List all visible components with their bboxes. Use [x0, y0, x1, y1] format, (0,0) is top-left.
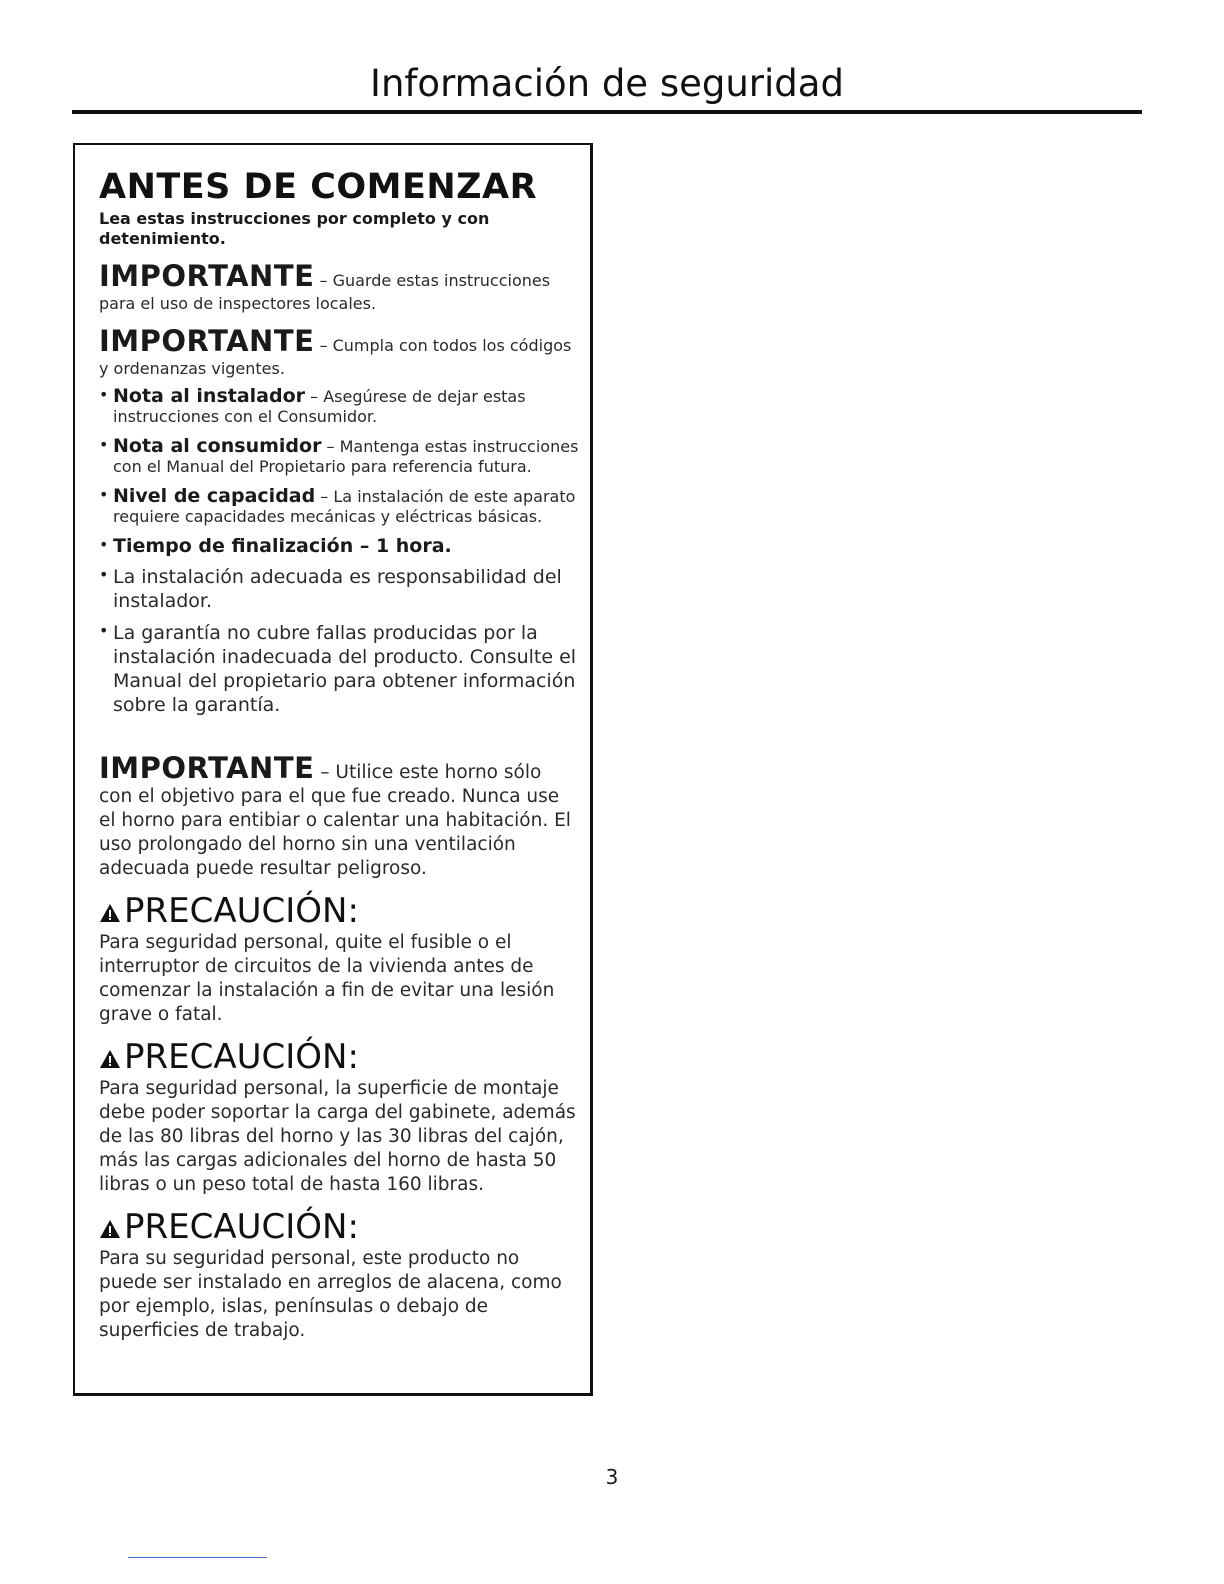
bullet-label: Nivel de capacidad — [113, 485, 316, 507]
caution-block-1 — [99, 891, 579, 1027]
bullet-text: – Mantenga estas instrucciones con el Manual del Propietario para referencia futura. — [113, 437, 579, 476]
list-item: • Nota al consumidor – Mantenga estas instrucciones con el Manual del Propietario para referencia futura. — [99, 435, 579, 476]
important-note-1 — [99, 259, 579, 314]
list-item: • Nota al instalador – Asegúrese de dejar estas instrucciones con el Consumidor. — [99, 385, 526, 426]
caution-block-2 — [99, 1037, 579, 1197]
title-divider — [72, 110, 1142, 114]
caution-heading: PRECAUCIÓN: — [124, 1037, 359, 1077]
bullet-text: – Asegúrese de dejar estas instrucciones con el Consumidor. — [113, 387, 526, 426]
caution-text: Para su seguridad personal, este producto no puede ser instalado en arreglos de alacena, como por ejemplo, islas, penínsulas o debajo de superficies de trabajo. — [99, 1248, 562, 1341]
warning-triangle-icon — [99, 1049, 121, 1069]
caution-heading: PRECAUCIÓN: — [124, 1207, 359, 1247]
section-heading: ANTES DE COMENZAR — [99, 167, 538, 207]
safety-info-content — [99, 167, 579, 1343]
important-text: – Cumpla con todos los códigos y ordenanzas vigentes. — [99, 336, 572, 378]
page-title: Información de seguridad — [370, 62, 844, 105]
footer-link[interactable] — [128, 1557, 267, 1558]
instructions-list — [99, 385, 579, 717]
important-text: – Utilice este horno sólo con el objetivo para el que fue creado. Nunca use el horno para entibiar o calentar una habitación. El uso prolongado del horno sin una ventilación adecuada puede resultar peligroso. — [99, 762, 571, 879]
important-text: – Guarde estas instrucciones para el uso de inspectores locales. — [99, 271, 551, 313]
caution-text: Para seguridad personal, quite el fusible o el interruptor de circuitos de la vivienda antes de comenzar la instalación a fin de evitar una lesión grave o fatal. — [99, 932, 555, 1025]
bullet-label: Nota al instalador — [113, 385, 306, 407]
bullet-text: La instalación adecuada es responsabilidad del instalador. — [113, 566, 562, 612]
important-note-3 — [99, 751, 579, 881]
caution-heading: PRECAUCIÓN: — [124, 891, 359, 931]
important-label: IMPORTANTE — [99, 324, 315, 358]
bullet-label: Nota al consumidor — [113, 435, 322, 457]
section-intro: Lea estas instrucciones por completo y con detenimiento. — [99, 209, 490, 248]
list-item: • La instalación adecuada es responsabilidad del instalador. — [99, 565, 562, 612]
warning-triangle-icon — [99, 903, 121, 923]
important-label: IMPORTANTE — [99, 751, 315, 785]
list-item: • Tiempo de finalización – 1 hora. — [99, 535, 452, 557]
important-note-2 — [99, 324, 579, 379]
important-label: IMPORTANTE — [99, 259, 315, 293]
warning-triangle-icon — [99, 1219, 121, 1239]
bullet-text: – La instalación de este aparato requiere capacidades mecánicas y eléctricas básicas. — [113, 487, 576, 526]
list-item: • Nivel de capacidad – La instalación de este aparato requiere capacidades mecánicas y eléctricas básicas. — [99, 485, 576, 526]
list-item: • La garantía no cubre fallas producidas por la instalación inadecuada del producto. Consulte el Manual del propietario para obtener información sobre la garantía. — [99, 621, 577, 716]
bullet-text: La garantía no cubre fallas producidas por la instalación inadecuada del producto. Consulte el Manual del propietario para obtener información sobre la garantía. — [113, 622, 577, 716]
page-number: 3 — [605, 1465, 619, 1489]
caution-text: Para seguridad personal, la superficie de montaje debe poder soportar la carga del gabinete, además de las 80 libras del horno y las 30 libras del cajón, más las cargas adicionales del horno de hasta 50 libras o un peso total de hasta 160 libras. — [99, 1078, 576, 1195]
safety-info-box — [73, 143, 593, 1396]
bullet-label: Tiempo de finalización – 1 hora. — [113, 535, 452, 557]
caution-block-3 — [99, 1207, 579, 1343]
